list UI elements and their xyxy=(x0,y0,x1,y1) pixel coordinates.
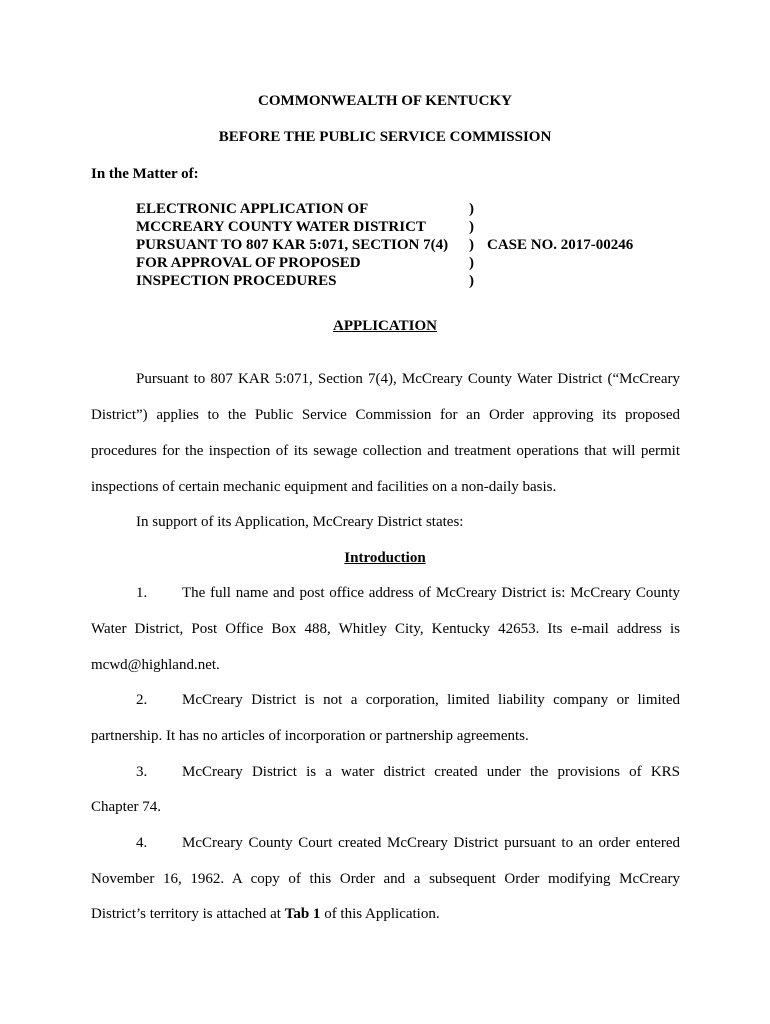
caption-line: FOR APPROVAL OF PROPOSED xyxy=(136,255,361,271)
item-text-line: The full name and post office address of McCreary District is: McCreary County xyxy=(182,585,680,601)
item-text-line xyxy=(91,906,440,923)
item-text-line: McCreary County Court created McCreary District pursuant to an order entered xyxy=(182,835,680,851)
paragraph-line: Pursuant to 807 KAR 5:071, Section 7(4), McCreary County Water District (“McCreary xyxy=(136,371,680,387)
item-text-line: November 16, 1962. A copy of this Order and a subsequent Order modifying McCreary xyxy=(91,871,680,887)
item-text-line: McCreary District is not a corporation, limited liability company or limited xyxy=(182,692,680,708)
caption-paren: ) xyxy=(469,219,474,235)
caption-line: PURSUANT TO 807 KAR 5:071, SECTION 7(4) xyxy=(136,237,449,253)
item-number: 2. xyxy=(136,692,148,708)
item-text-line: mcwd@highland.net. xyxy=(91,657,220,673)
item-number: 3. xyxy=(136,764,148,780)
item-number: 4. xyxy=(136,835,148,851)
caption-line: MCCREARY COUNTY WATER DISTRICT xyxy=(136,219,426,235)
paragraph-line: District”) applies to the Public Service Commission for an Order approving its proposed xyxy=(91,407,680,423)
introduction-heading: Introduction xyxy=(344,550,426,566)
caption-paren: ) xyxy=(469,273,474,289)
item-text-segment: of this Application. xyxy=(320,906,440,922)
paragraph-line: inspections of certain mechanic equipment and facilities on a non-daily basis. xyxy=(91,479,557,495)
caption-paren: ) xyxy=(469,237,474,253)
item-text-segment: District’s territory is attached at xyxy=(91,906,285,922)
caption-paren: ) xyxy=(469,255,474,271)
caption-paren: ) xyxy=(469,201,474,217)
case-number: CASE NO. 2017-00246 xyxy=(487,237,634,253)
caption-line: INSPECTION PROCEDURES xyxy=(136,273,337,289)
paragraph-line: procedures for the inspection of its sewage collection and treatment operations that will permit xyxy=(91,443,680,459)
item-text-line: Water District, Post Office Box 488, Whitley City, Kentucky 42653. Its e-mail address is xyxy=(91,621,680,637)
matter-label: In the Matter of: xyxy=(91,166,199,182)
header-commonwealth: COMMONWEALTH OF KENTUCKY xyxy=(258,93,512,109)
support-statement: In support of its Application, McCreary District states: xyxy=(136,514,464,530)
item-number: 1. xyxy=(136,585,148,601)
tab-reference: Tab 1 xyxy=(284,906,321,922)
caption-line: ELECTRONIC APPLICATION OF xyxy=(136,201,369,217)
header-commission: BEFORE THE PUBLIC SERVICE COMMISSION xyxy=(218,129,552,145)
application-heading: APPLICATION xyxy=(333,318,437,334)
item-text-line: McCreary District is a water district created under the provisions of KRS xyxy=(182,764,680,780)
item-text-line: partnership. It has no articles of incorporation or partnership agreements. xyxy=(91,728,529,744)
item-text-line: Chapter 74. xyxy=(91,799,161,815)
